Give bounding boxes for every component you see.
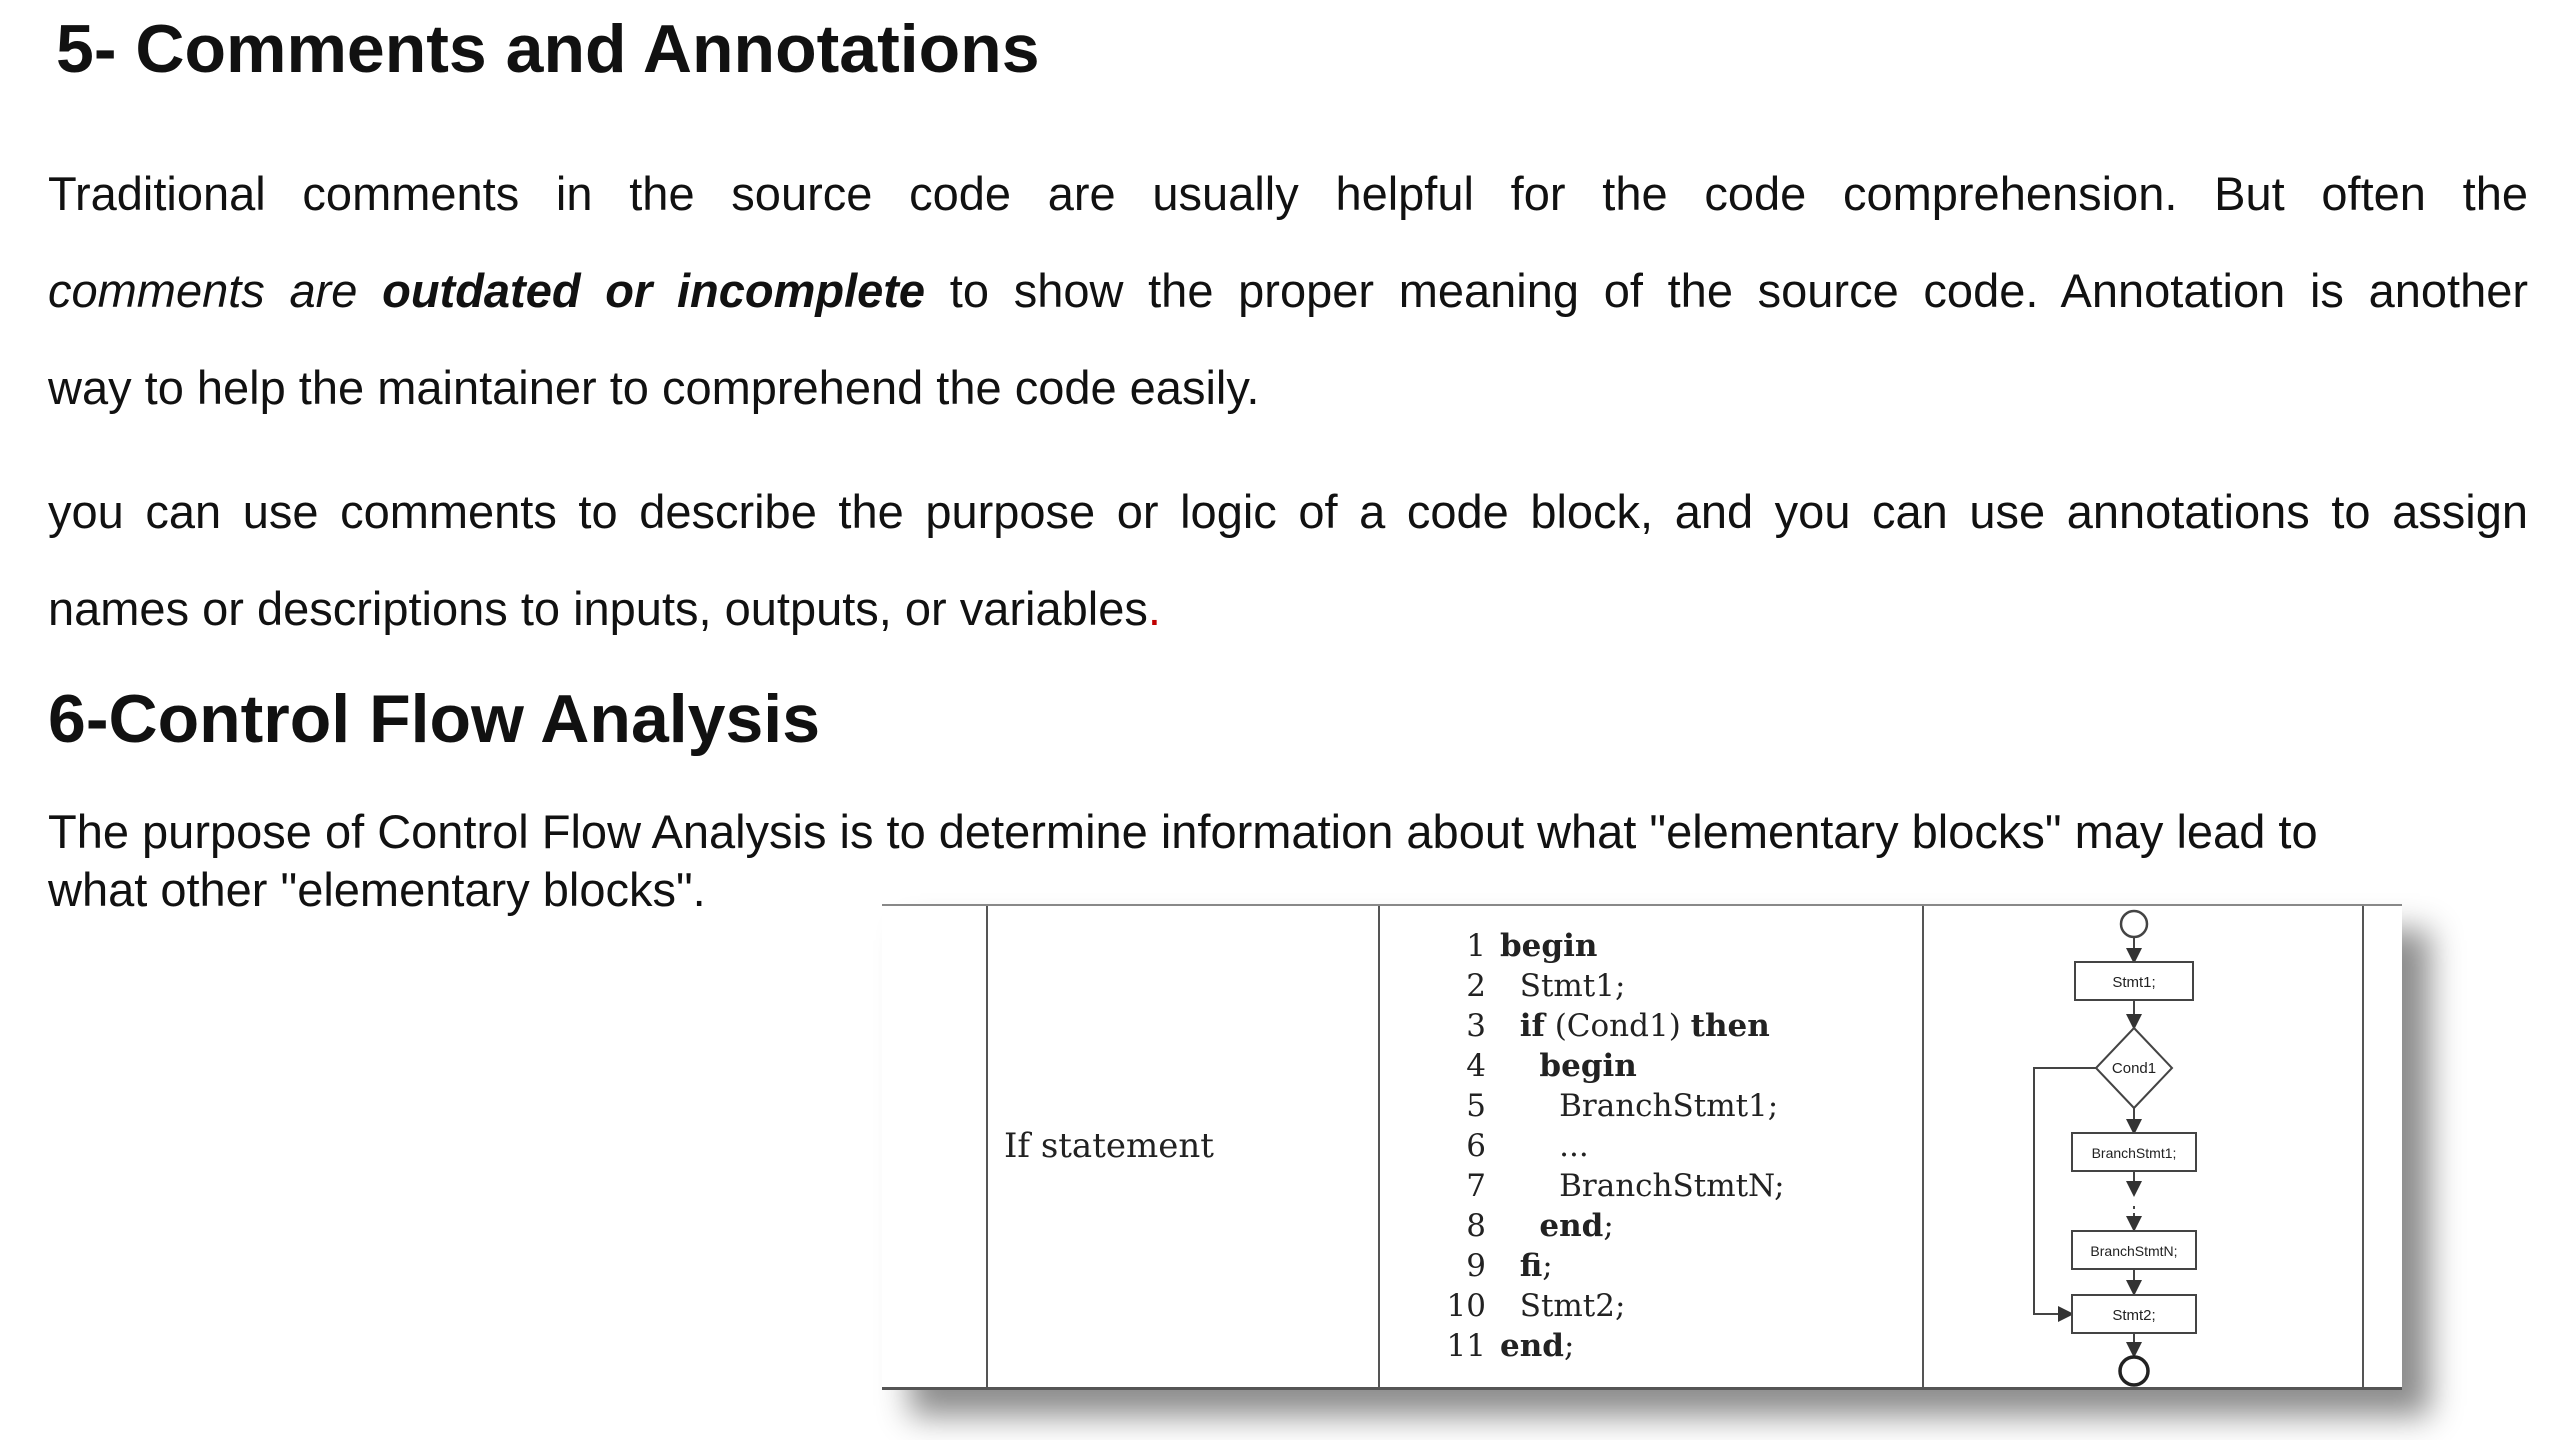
- code-line: [1442, 1046, 1785, 1086]
- code-line: [1442, 1006, 1785, 1046]
- code-indent: [1500, 1248, 1520, 1284]
- line-number: 9: [1466, 1248, 1486, 1284]
- line-number: 2: [1466, 968, 1486, 1004]
- code-text: ;: [1563, 1328, 1575, 1364]
- code-indent: [1500, 1008, 1520, 1044]
- code-indent: [1500, 1208, 1539, 1244]
- code-line: [1442, 1086, 1785, 1126]
- code-indent: [1500, 968, 1520, 1004]
- code-keyword: begin: [1539, 1048, 1637, 1084]
- line-number: 6: [1466, 1128, 1486, 1164]
- code-line: [1442, 1166, 1785, 1206]
- line-number: 7: [1466, 1168, 1486, 1204]
- statement-type-label: If statement: [1004, 1126, 1214, 1166]
- line-number: 3: [1466, 1008, 1486, 1044]
- cond1-label: Cond1: [2111, 1060, 2157, 1077]
- code-keyword: end: [1539, 1208, 1604, 1244]
- section-5-paragraph-1-line-3: way to help the maintainer to comprehend the code easily.: [48, 361, 1260, 414]
- code-line: [1442, 1286, 1785, 1326]
- code-line: [1442, 926, 1785, 966]
- line-number: 4: [1466, 1048, 1486, 1084]
- code-line: [1442, 1246, 1785, 1286]
- italic-phrase: comments are: [48, 264, 358, 317]
- paragraph-text: names or descriptions to inputs, outputs, or variables: [48, 582, 1148, 635]
- code-indent: [1500, 1168, 1559, 1204]
- section-6-heading: 6-Control Flow Analysis: [48, 681, 821, 757]
- paragraph-end-period: .: [1147, 582, 1161, 635]
- code-keyword: begin: [1500, 928, 1598, 964]
- code-indent: [1500, 1088, 1559, 1124]
- end-node: [2120, 1357, 2148, 1385]
- code-text: Stmt1;: [1519, 968, 1626, 1004]
- bold-italic-phrase: outdated or incomplete: [382, 264, 926, 317]
- code-listing: [1442, 926, 1785, 1366]
- code-keyword: end: [1500, 1328, 1564, 1364]
- code-text: ;: [1542, 1248, 1553, 1284]
- table-divider: [1378, 906, 1380, 1387]
- code-line: [1442, 966, 1785, 1006]
- section-6-paragraph-line-1: The purpose of Control Flow Analysis is to determine information about what "elementary blocks" may lead to: [48, 805, 2318, 858]
- line-number: 5: [1466, 1088, 1486, 1124]
- control-flow-graph: [1922, 906, 2362, 1392]
- section-6-paragraph-line-2: what other "elementary blocks".: [48, 863, 706, 916]
- start-node: [2121, 911, 2147, 937]
- code-text: ...: [1559, 1128, 1589, 1164]
- section-5-paragraph-1-line-2: [48, 263, 2528, 318]
- code-text: BranchStmt1;: [1559, 1088, 1779, 1124]
- code-line: [1442, 1126, 1785, 1166]
- line-number: 10: [1446, 1288, 1486, 1324]
- stmt1-label: Stmt1;: [2112, 974, 2156, 991]
- code-indent: [1500, 1288, 1520, 1324]
- code-indent: [1500, 1128, 1559, 1164]
- line-number: 11: [1446, 1328, 1486, 1364]
- branchstmtn-label: BranchStmtN;: [2090, 1243, 2178, 1259]
- table-divider: [2362, 906, 2364, 1387]
- section-5-paragraph-2-line-2: [48, 581, 2528, 636]
- false-branch-edge: [2034, 1068, 2096, 1314]
- if-statement-figure: [882, 904, 2402, 1390]
- code-keyword: fi: [1519, 1248, 1543, 1284]
- code-indent: [1500, 1048, 1539, 1084]
- section-5-paragraph-2-line-1: you can use comments to describe the purpose or logic of a code block, and you can use annotations to assign: [48, 485, 2528, 538]
- branchstmt1-label: BranchStmt1;: [2091, 1145, 2177, 1161]
- code-text: BranchStmtN;: [1559, 1168, 1785, 1204]
- code-keyword: then: [1690, 1008, 1770, 1044]
- code-keyword: if: [1519, 1008, 1545, 1044]
- code-text: (Cond1): [1544, 1008, 1691, 1044]
- paragraph-text: to show the proper meaning of the source code. Annotation is another: [949, 264, 2529, 317]
- stmt2-label: Stmt2;: [2112, 1307, 2156, 1324]
- line-number: 8: [1466, 1208, 1486, 1244]
- line-number: 1: [1466, 928, 1486, 964]
- code-text: ;: [1603, 1208, 1614, 1244]
- table-divider: [986, 906, 988, 1387]
- code-line: [1442, 1326, 1785, 1366]
- code-text: Stmt2;: [1519, 1288, 1626, 1324]
- section-5-heading: 5- Comments and Annotations: [56, 11, 1040, 87]
- code-line: [1442, 1206, 1785, 1246]
- section-5-paragraph-1-line-1: Traditional comments in the source code are usually helpful for the code comprehension. But often the: [48, 167, 2528, 220]
